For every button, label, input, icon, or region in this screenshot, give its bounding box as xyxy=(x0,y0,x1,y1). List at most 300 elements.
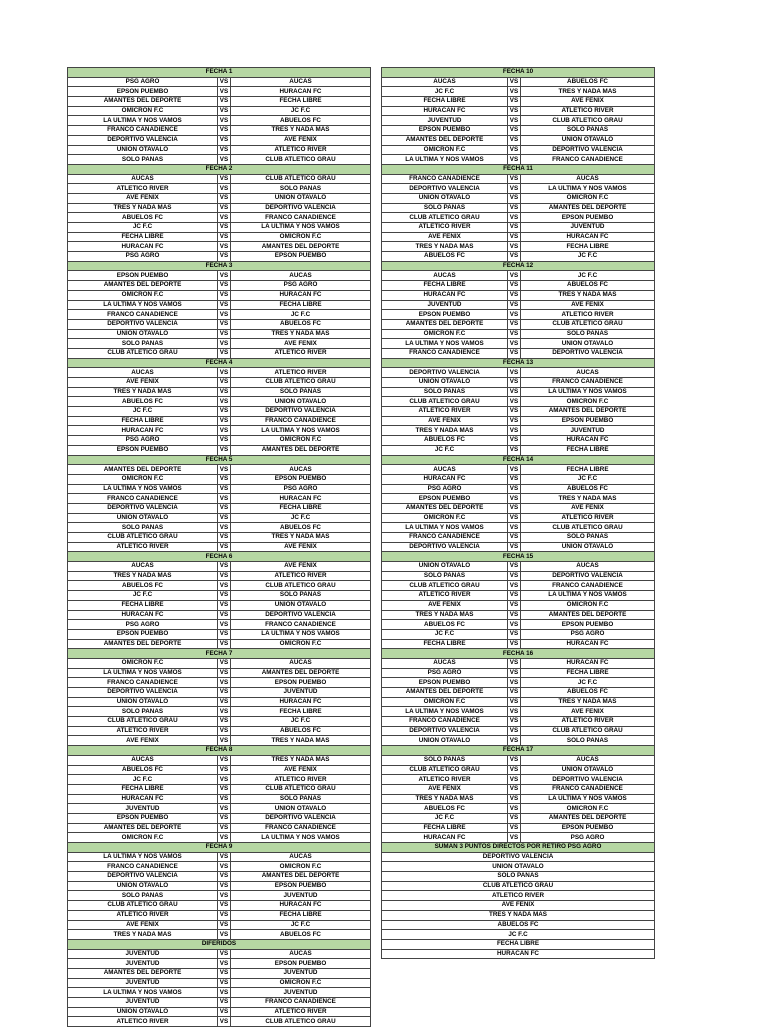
away-team: HURACAN FC xyxy=(521,658,655,668)
vs-label: VS xyxy=(508,145,521,155)
home-team: HURACAN FC xyxy=(382,474,508,484)
home-team: OMICRON F.C xyxy=(68,658,218,668)
home-team: FRANCO CANADIENCE xyxy=(68,310,218,320)
away-team: ABUELOS FC xyxy=(521,281,655,291)
match-row xyxy=(68,97,371,107)
bonus-team: ABUELOS FC xyxy=(382,920,655,930)
bonus-row xyxy=(382,862,655,872)
bonus-row xyxy=(382,920,655,930)
home-team: FRANCO CANADIENCE xyxy=(382,174,508,184)
match-row xyxy=(382,242,655,252)
away-team: EPSON PUEMBO xyxy=(231,252,371,262)
match-row xyxy=(382,416,655,426)
away-team: TRES Y NADA MAS xyxy=(231,126,371,136)
home-team: CLUB ATLETICO GRAU xyxy=(68,348,218,358)
round-title: FECHA 9 xyxy=(68,843,371,853)
vs-label: VS xyxy=(508,610,521,620)
vs-label: VS xyxy=(508,416,521,426)
away-team: FECHA LIBRE xyxy=(231,300,371,310)
vs-label: VS xyxy=(218,542,231,552)
match-row xyxy=(382,503,655,513)
vs-label: VS xyxy=(508,290,521,300)
away-team: EPSON PUEMBO xyxy=(521,213,655,223)
match-row xyxy=(382,833,655,843)
match-row xyxy=(68,494,371,504)
away-team: ABUELOS FC xyxy=(521,484,655,494)
vs-label: VS xyxy=(218,1017,231,1027)
away-team: AMANTES DEL DEPORTE xyxy=(231,872,371,882)
home-team: CLUB ATLETICO GRAU xyxy=(68,533,218,543)
away-team: AMANTES DEL DEPORTE xyxy=(231,668,371,678)
home-team: AMANTES DEL DEPORTE xyxy=(68,968,218,978)
home-team: HURACAN FC xyxy=(68,794,218,804)
away-team: FECHA LIBRE xyxy=(231,503,371,513)
vs-label: VS xyxy=(218,300,231,310)
away-team: DEPORTIVO VALENCIA xyxy=(521,571,655,581)
match-row xyxy=(382,281,655,291)
match-row xyxy=(382,232,655,242)
away-team: HURACAN FC xyxy=(231,901,371,911)
home-team: ATLETICO RIVER xyxy=(68,542,218,552)
away-team: FRANCO CANADIENCE xyxy=(231,620,371,630)
home-team: CLUB ATLETICO GRAU xyxy=(68,717,218,727)
match-row xyxy=(382,823,655,833)
home-team: OMICRON F.C xyxy=(68,833,218,843)
vs-label: VS xyxy=(508,688,521,698)
vs-label: VS xyxy=(218,1007,231,1017)
home-team: EPSON PUEMBO xyxy=(68,87,218,97)
away-team: JUVENTUD xyxy=(231,891,371,901)
match-row xyxy=(68,281,371,291)
match-row xyxy=(382,407,655,417)
match-row xyxy=(382,639,655,649)
away-team: DEPORTIVO VALENCIA xyxy=(521,348,655,358)
match-row xyxy=(382,116,655,126)
vs-label: VS xyxy=(218,988,231,998)
vs-label: VS xyxy=(508,629,521,639)
match-row xyxy=(382,600,655,610)
vs-label: VS xyxy=(218,242,231,252)
home-team: UNION OTAVALO xyxy=(382,562,508,572)
match-row xyxy=(68,571,371,581)
vs-label: VS xyxy=(218,707,231,717)
match-row xyxy=(68,765,371,775)
home-team: OMICRON F.C xyxy=(382,513,508,523)
home-team: EPSON PUEMBO xyxy=(382,678,508,688)
vs-label: VS xyxy=(218,891,231,901)
away-team: LA ULTIMA Y NOS VAMOS xyxy=(231,833,371,843)
vs-label: VS xyxy=(508,184,521,194)
match-row xyxy=(68,697,371,707)
round-header-row xyxy=(68,552,371,562)
vs-label: VS xyxy=(218,339,231,349)
away-team: UNION OTAVALO xyxy=(231,600,371,610)
vs-label: VS xyxy=(218,581,231,591)
round-title: FECHA 10 xyxy=(382,68,655,78)
away-team: JUVENTUD xyxy=(231,688,371,698)
vs-label: VS xyxy=(508,300,521,310)
vs-label: VS xyxy=(218,901,231,911)
match-row xyxy=(68,87,371,97)
vs-label: VS xyxy=(508,242,521,252)
home-team: ATLETICO RIVER xyxy=(68,726,218,736)
away-team: DEPORTIVO VALENCIA xyxy=(521,145,655,155)
away-team: CLUB ATLETICO GRAU xyxy=(231,155,371,165)
match-row xyxy=(382,310,655,320)
home-team: SOLO PANAS xyxy=(382,571,508,581)
vs-label: VS xyxy=(508,533,521,543)
vs-label: VS xyxy=(508,668,521,678)
home-team: TRES Y NADA MAS xyxy=(382,794,508,804)
home-team: LA ULTIMA Y NOS VAMOS xyxy=(68,852,218,862)
match-row xyxy=(68,959,371,969)
away-team: HURACAN FC xyxy=(521,436,655,446)
away-team: ABUELOS FC xyxy=(521,77,655,87)
vs-label: VS xyxy=(218,484,231,494)
bonus-row xyxy=(382,930,655,940)
vs-label: VS xyxy=(218,155,231,165)
away-team: EPSON PUEMBO xyxy=(231,474,371,484)
away-team: JUVENTUD xyxy=(231,988,371,998)
vs-label: VS xyxy=(218,184,231,194)
match-row xyxy=(68,784,371,794)
home-team: HURACAN FC xyxy=(68,242,218,252)
away-team: CLUB ATLETICO GRAU xyxy=(231,581,371,591)
match-row xyxy=(382,668,655,678)
match-row xyxy=(68,155,371,165)
away-team: CLUB ATLETICO GRAU xyxy=(521,523,655,533)
home-team: ATLETICO RIVER xyxy=(382,591,508,601)
home-team: JUVENTUD xyxy=(68,804,218,814)
vs-label: VS xyxy=(218,97,231,107)
vs-label: VS xyxy=(508,717,521,727)
match-row xyxy=(382,329,655,339)
match-row xyxy=(68,726,371,736)
vs-label: VS xyxy=(508,203,521,213)
vs-label: VS xyxy=(218,407,231,417)
home-team: LA ULTIMA Y NOS VAMOS xyxy=(382,707,508,717)
away-team: ABUELOS FC xyxy=(231,726,371,736)
vs-label: VS xyxy=(508,271,521,281)
vs-label: VS xyxy=(508,387,521,397)
away-team: FECHA LIBRE xyxy=(521,242,655,252)
vs-label: VS xyxy=(218,503,231,513)
away-team: UNION OTAVALO xyxy=(521,339,655,349)
match-row xyxy=(382,688,655,698)
away-team: OMICRON F.C xyxy=(521,804,655,814)
match-row xyxy=(382,436,655,446)
vs-label: VS xyxy=(508,348,521,358)
match-row xyxy=(68,523,371,533)
match-row xyxy=(68,949,371,959)
vs-label: VS xyxy=(218,523,231,533)
round-title: FECHA 14 xyxy=(382,455,655,465)
away-team: FRANCO CANADIENCE xyxy=(231,213,371,223)
round-header-row xyxy=(68,261,371,271)
vs-label: VS xyxy=(218,426,231,436)
away-team: ATLETICO RIVER xyxy=(231,368,371,378)
vs-label: VS xyxy=(508,542,521,552)
match-row xyxy=(68,436,371,446)
away-team: ATLETICO RIVER xyxy=(521,310,655,320)
match-row xyxy=(68,775,371,785)
round-header-row xyxy=(68,164,371,174)
bonus-team: FECHA LIBRE xyxy=(382,939,655,949)
away-team: OMICRON F.C xyxy=(521,193,655,203)
vs-label: VS xyxy=(218,145,231,155)
away-team: ATLETICO RIVER xyxy=(231,775,371,785)
match-row xyxy=(68,213,371,223)
away-team: AVE FENIX xyxy=(231,765,371,775)
match-row xyxy=(68,135,371,145)
match-row xyxy=(68,542,371,552)
home-team: FECHA LIBRE xyxy=(68,784,218,794)
home-team: UNION OTAVALO xyxy=(382,736,508,746)
match-row xyxy=(382,707,655,717)
home-team: DEPORTIVO VALENCIA xyxy=(68,503,218,513)
away-team: JC F.C xyxy=(521,252,655,262)
home-team: UNION OTAVALO xyxy=(68,881,218,891)
vs-label: VS xyxy=(218,736,231,746)
match-row xyxy=(382,378,655,388)
vs-label: VS xyxy=(508,281,521,291)
away-team: AUCAS xyxy=(231,271,371,281)
match-row xyxy=(382,804,655,814)
home-team: JC F.C xyxy=(68,407,218,417)
away-team: AVE FENIX xyxy=(231,339,371,349)
match-row xyxy=(382,629,655,639)
match-row xyxy=(382,697,655,707)
away-team: TRES Y NADA MAS xyxy=(231,755,371,765)
vs-label: VS xyxy=(508,319,521,329)
bonus-team: SOLO PANAS xyxy=(382,872,655,882)
match-row xyxy=(68,319,371,329)
match-row xyxy=(382,426,655,436)
home-team: OMICRON F.C xyxy=(382,329,508,339)
home-team: PSG AGRO xyxy=(68,77,218,87)
round-header-row xyxy=(68,939,371,949)
vs-label: VS xyxy=(508,223,521,233)
vs-label: VS xyxy=(218,620,231,630)
home-team: ATLETICO RIVER xyxy=(68,184,218,194)
home-team: DEPORTIVO VALENCIA xyxy=(68,319,218,329)
match-row xyxy=(382,348,655,358)
away-team: JC F.C xyxy=(231,513,371,523)
match-row xyxy=(68,223,371,233)
match-row xyxy=(382,271,655,281)
match-row xyxy=(68,126,371,136)
away-team: AUCAS xyxy=(231,77,371,87)
match-row xyxy=(382,77,655,87)
round-title: FECHA 3 xyxy=(68,261,371,271)
home-team: FECHA LIBRE xyxy=(68,600,218,610)
home-team: SOLO PANAS xyxy=(68,339,218,349)
bonus-row xyxy=(382,852,655,862)
round-header-row xyxy=(68,358,371,368)
vs-label: VS xyxy=(218,717,231,727)
match-row xyxy=(68,639,371,649)
home-team: FRANCO CANADIENCE xyxy=(68,126,218,136)
away-team: ABUELOS FC xyxy=(231,930,371,940)
away-team: AVE FENIX xyxy=(231,542,371,552)
away-team: UNION OTAVALO xyxy=(231,397,371,407)
home-team: AMANTES DEL DEPORTE xyxy=(382,503,508,513)
round-header-row xyxy=(68,843,371,853)
match-row xyxy=(382,184,655,194)
home-team: AUCAS xyxy=(382,77,508,87)
bonus-row xyxy=(382,901,655,911)
vs-label: VS xyxy=(508,571,521,581)
home-team: UNION OTAVALO xyxy=(68,145,218,155)
away-team: AVE FENIX xyxy=(231,135,371,145)
away-team: FRANCO CANADIENCE xyxy=(521,784,655,794)
home-team: DEPORTIVO VALENCIA xyxy=(382,368,508,378)
match-row xyxy=(68,562,371,572)
vs-label: VS xyxy=(508,310,521,320)
vs-label: VS xyxy=(218,910,231,920)
home-team: JUVENTUD xyxy=(68,998,218,1008)
vs-label: VS xyxy=(508,639,521,649)
match-row xyxy=(68,658,371,668)
match-row xyxy=(68,804,371,814)
match-row xyxy=(382,484,655,494)
away-team: OMICRON F.C xyxy=(521,397,655,407)
vs-label: VS xyxy=(218,368,231,378)
match-row xyxy=(382,765,655,775)
away-team: CLUB ATLETICO GRAU xyxy=(521,116,655,126)
vs-label: VS xyxy=(218,862,231,872)
vs-label: VS xyxy=(218,126,231,136)
vs-label: VS xyxy=(218,697,231,707)
home-team: LA ULTIMA Y NOS VAMOS xyxy=(382,155,508,165)
away-team: JUVENTUD xyxy=(521,426,655,436)
home-team: ABUELOS FC xyxy=(68,213,218,223)
match-row xyxy=(382,145,655,155)
match-row xyxy=(382,784,655,794)
vs-label: VS xyxy=(508,397,521,407)
home-team: AVE FENIX xyxy=(68,193,218,203)
home-team: OMICRON F.C xyxy=(382,145,508,155)
match-row xyxy=(68,310,371,320)
vs-label: VS xyxy=(508,116,521,126)
match-row xyxy=(382,155,655,165)
match-row xyxy=(68,387,371,397)
match-row xyxy=(68,736,371,746)
match-row xyxy=(68,581,371,591)
bonus-title: SUMAN 3 PUNTOS DIRECTOS POR RETIRO PSG AGRO xyxy=(382,843,655,853)
match-row xyxy=(68,591,371,601)
vs-label: VS xyxy=(218,513,231,523)
home-team: SOLO PANAS xyxy=(382,203,508,213)
home-team: JC F.C xyxy=(68,591,218,601)
match-row xyxy=(382,775,655,785)
home-team: AUCAS xyxy=(382,658,508,668)
fixture-table-left xyxy=(67,67,371,1027)
home-team: OMICRON F.C xyxy=(68,106,218,116)
away-team: FRANCO CANADIENCE xyxy=(521,378,655,388)
away-team: FRANCO CANADIENCE xyxy=(231,998,371,1008)
home-team: CLUB ATLETICO GRAU xyxy=(382,397,508,407)
home-team: FECHA LIBRE xyxy=(382,97,508,107)
match-row xyxy=(68,252,371,262)
away-team: UNION OTAVALO xyxy=(521,765,655,775)
away-team: FECHA LIBRE xyxy=(521,465,655,475)
away-team: AVE FENIX xyxy=(521,300,655,310)
vs-label: VS xyxy=(508,513,521,523)
home-team: JC F.C xyxy=(68,223,218,233)
match-row xyxy=(382,736,655,746)
away-team: PSG AGRO xyxy=(231,281,371,291)
vs-label: VS xyxy=(218,571,231,581)
round-header-row xyxy=(382,455,655,465)
home-team: AVE FENIX xyxy=(382,416,508,426)
home-team: AUCAS xyxy=(382,271,508,281)
vs-label: VS xyxy=(508,368,521,378)
vs-label: VS xyxy=(508,484,521,494)
away-team: HURACAN FC xyxy=(521,639,655,649)
match-row xyxy=(382,252,655,262)
home-team: OMICRON F.C xyxy=(382,697,508,707)
match-row xyxy=(68,426,371,436)
away-team: AVE FENIX xyxy=(521,707,655,717)
away-team: HURACAN FC xyxy=(231,87,371,97)
away-team: AUCAS xyxy=(231,852,371,862)
match-row xyxy=(68,145,371,155)
match-row xyxy=(68,474,371,484)
home-team: PSG AGRO xyxy=(68,620,218,630)
away-team: ATLETICO RIVER xyxy=(231,1007,371,1017)
match-row xyxy=(382,658,655,668)
bonus-row xyxy=(382,881,655,891)
home-team: SOLO PANAS xyxy=(68,523,218,533)
vs-label: VS xyxy=(218,881,231,891)
away-team: JC F.C xyxy=(521,474,655,484)
home-team: PSG AGRO xyxy=(68,436,218,446)
match-row xyxy=(68,978,371,988)
round-header-row xyxy=(382,68,655,78)
vs-label: VS xyxy=(218,562,231,572)
match-row xyxy=(68,881,371,891)
vs-label: VS xyxy=(508,755,521,765)
vs-label: VS xyxy=(508,329,521,339)
match-row xyxy=(68,688,371,698)
away-team: AUCAS xyxy=(521,755,655,765)
away-team: AMANTES DEL DEPORTE xyxy=(521,610,655,620)
away-team: FRANCO CANADIENCE xyxy=(231,823,371,833)
away-team: LA ULTIMA Y NOS VAMOS xyxy=(521,591,655,601)
bonus-row xyxy=(382,910,655,920)
home-team: DEPORTIVO VALENCIA xyxy=(382,726,508,736)
home-team: HURACAN FC xyxy=(382,290,508,300)
home-team: AUCAS xyxy=(382,465,508,475)
away-team: AVE FENIX xyxy=(231,562,371,572)
vs-label: VS xyxy=(508,174,521,184)
vs-label: VS xyxy=(508,77,521,87)
home-team: AUCAS xyxy=(68,174,218,184)
away-team: UNION OTAVALO xyxy=(521,542,655,552)
away-team: ATLETICO RIVER xyxy=(521,513,655,523)
match-row xyxy=(68,668,371,678)
round-header-row xyxy=(382,261,655,271)
round-title: FECHA 11 xyxy=(382,164,655,174)
vs-label: VS xyxy=(508,503,521,513)
vs-label: VS xyxy=(508,407,521,417)
away-team: JUVENTUD xyxy=(231,968,371,978)
home-team: DEPORTIVO VALENCIA xyxy=(68,688,218,698)
away-team: AVE FENIX xyxy=(521,97,655,107)
match-row xyxy=(68,678,371,688)
match-row xyxy=(382,445,655,455)
